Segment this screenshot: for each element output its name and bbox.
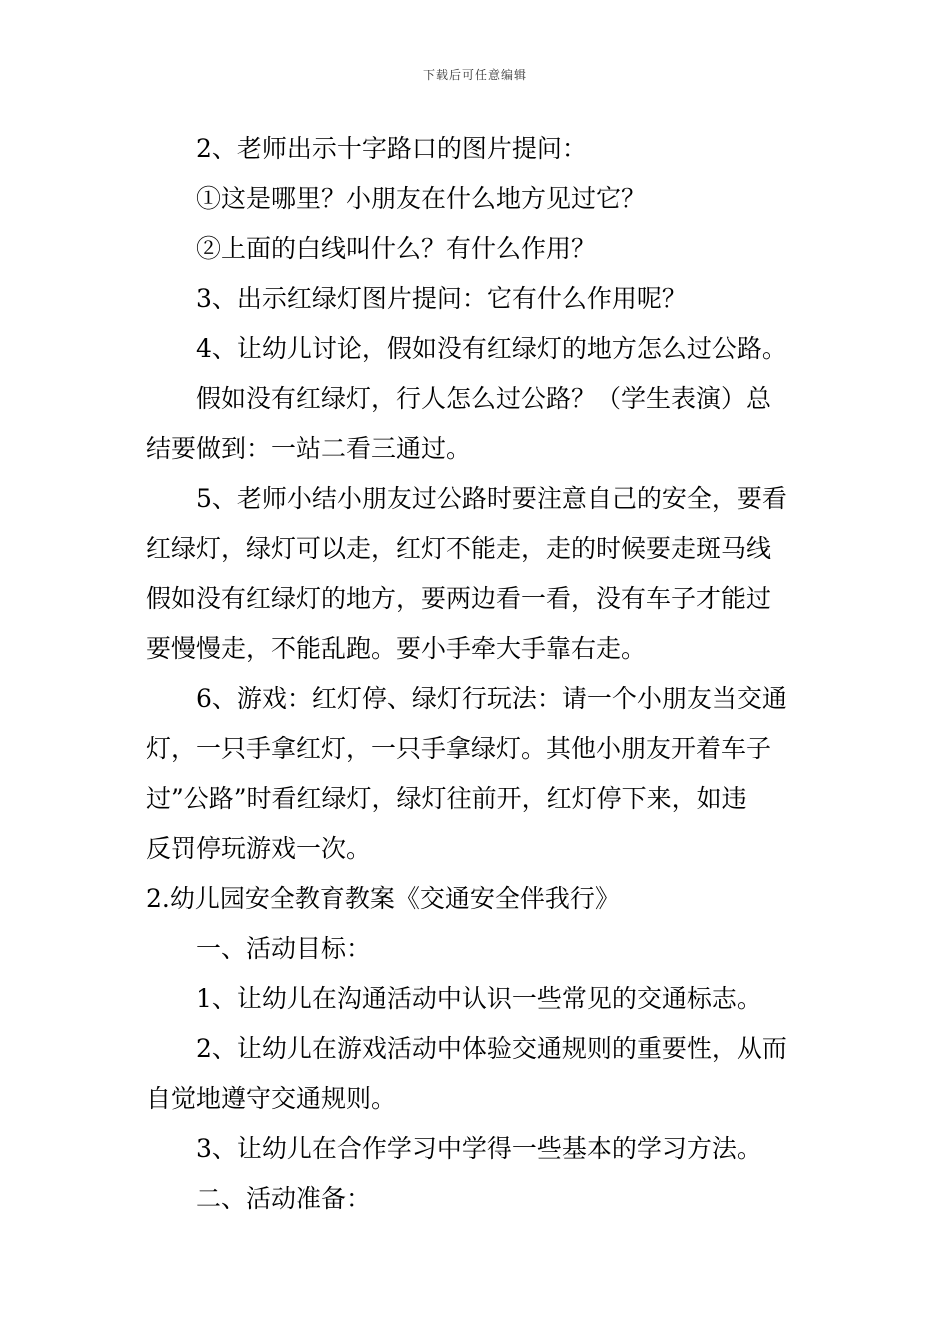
section-heading: 2.幼儿园安全教育教案《交通安全伴我行》 <box>146 884 620 913</box>
paragraph-line: 3、让幼儿在合作学习中学得一些基本的学习方法。 <box>196 1134 762 1163</box>
paragraph-line: 2、让幼儿在游戏活动中体验交通规则的重要性，从而 <box>196 1034 787 1063</box>
paragraph-line: 过”公路”时看红绿灯，绿灯往前开，红灯停下来，如违 <box>146 784 747 813</box>
paragraph-line: 5、老师小结小朋友过公路时要注意自己的安全，要看 <box>196 484 787 513</box>
subsection-heading: 二、活动准备： <box>196 1184 372 1213</box>
paragraph-line: 假如没有红绿灯的地方，要两边看一看，没有车子才能过 <box>146 584 772 613</box>
paragraph-line: 1、让幼儿在沟通活动中认识一些常见的交通标志。 <box>196 984 762 1013</box>
subsection-heading: 一、活动目标： <box>196 934 372 963</box>
paragraph-line: 要慢慢走，不能乱跑。要小手牵大手靠右走。 <box>146 634 647 663</box>
paragraph-line: 假如没有红绿灯，行人怎么过公路？（学生表演）总 <box>196 384 772 413</box>
paragraph-line: 反罚停玩游戏一次。 <box>146 834 372 863</box>
document-body <box>146 124 808 1224</box>
paragraph-line: 自觉地遵守交通规则。 <box>146 1084 397 1113</box>
page-header: 下载后可任意编辑 <box>422 68 527 82</box>
paragraph-line: 结要做到：一站二看三通过。 <box>146 434 472 463</box>
paragraph-line: 灯，一只手拿红灯，一只手拿绿灯。其他小朋友开着车子 <box>146 734 772 763</box>
paragraph-line: 2、老师出示十字路口的图片提问： <box>196 134 587 163</box>
paragraph-line: ①这是哪里？小朋友在什么地方见过它？ <box>196 184 647 213</box>
paragraph-line: 4、让幼儿讨论，假如没有红绿灯的地方怎么过公路。 <box>196 334 787 363</box>
paragraph-line: 红绿灯，绿灯可以走，红灯不能走，走的时候要走斑马线 <box>146 534 772 563</box>
paragraph-line: 6、游戏：红灯停、绿灯行玩法：请一个小朋友当交通 <box>196 684 787 713</box>
paragraph-line: ②上面的白线叫什么？有什么作用？ <box>196 234 597 263</box>
paragraph-line: 3、出示红绿灯图片提问：它有什么作用呢？ <box>196 284 687 313</box>
